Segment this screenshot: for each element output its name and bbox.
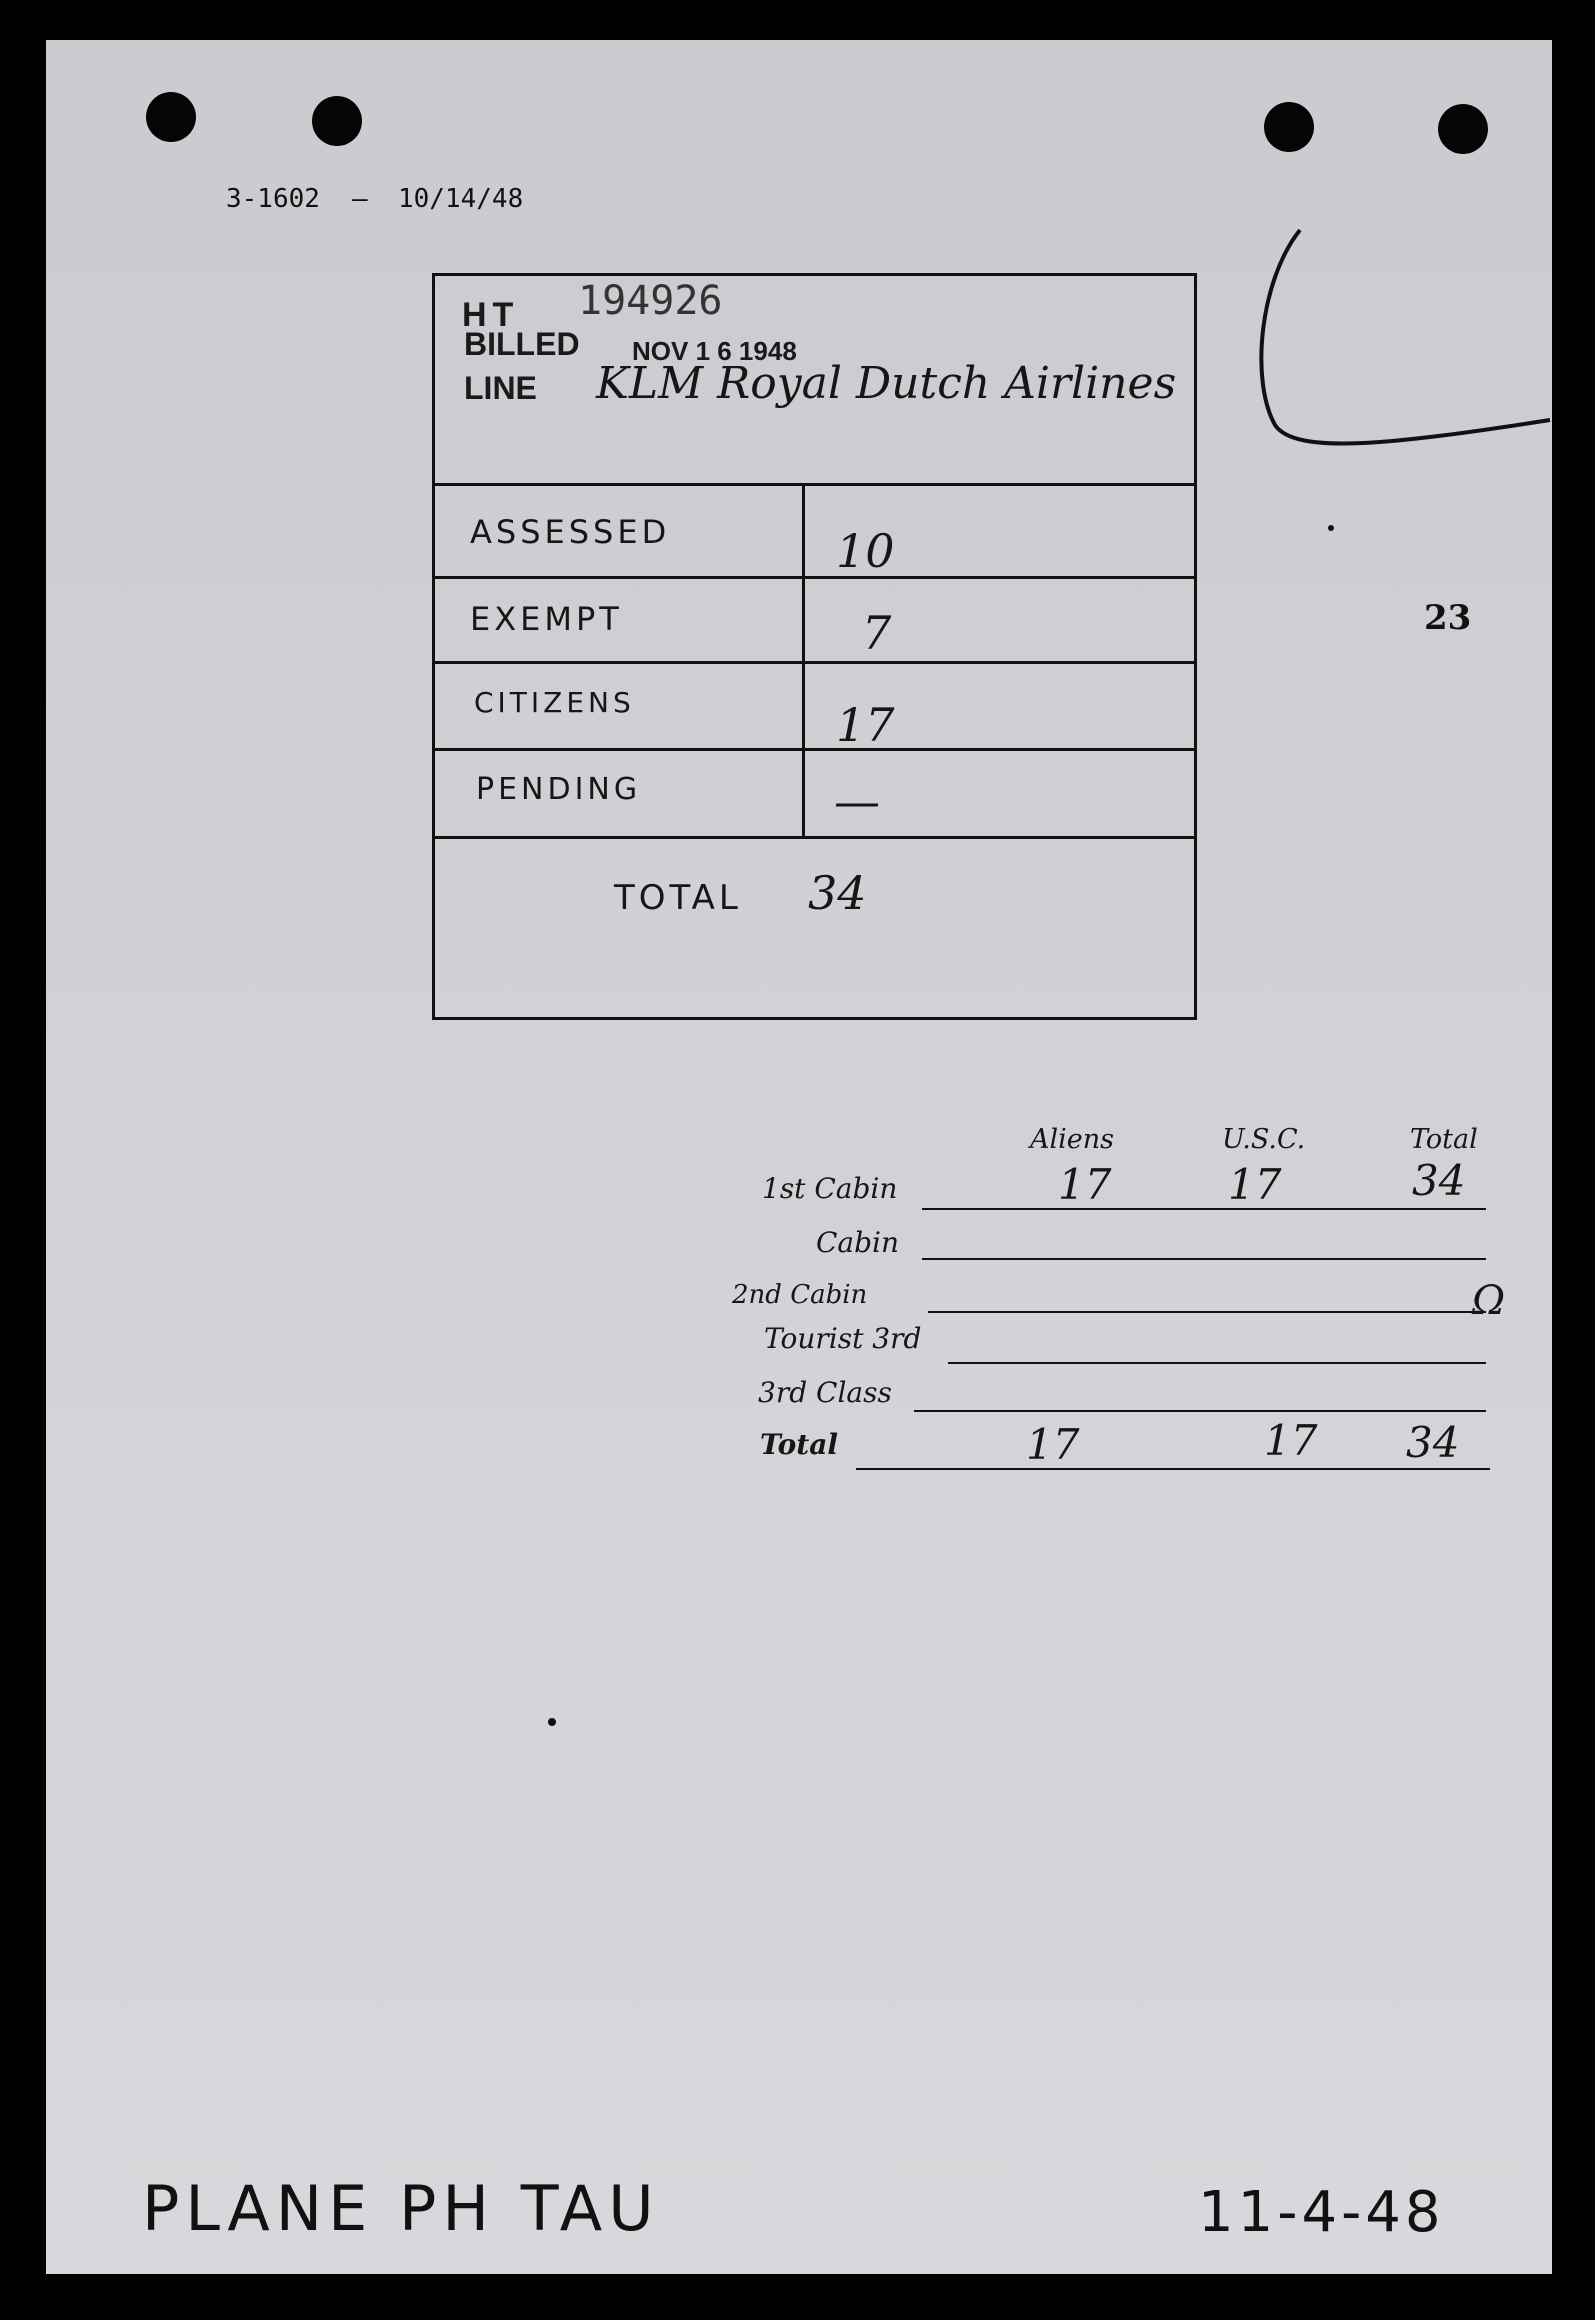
row-label-assessed: ASSESSED [470, 513, 671, 551]
billed-label: BILLED [464, 326, 580, 362]
bracket-mark [1240, 220, 1570, 470]
cabin-row-usc: 17 [1228, 1160, 1282, 1209]
file-number: 3-1602 [226, 184, 320, 214]
cabin-total-usc: 17 [1264, 1416, 1318, 1465]
punch-hole [1438, 104, 1488, 154]
cabin-row-label: 3rd Class [758, 1376, 892, 1409]
line-value: KLM Royal Dutch Airlines [596, 358, 1177, 409]
cabin-total-label: Total [760, 1428, 839, 1461]
cabin-row-line [928, 1311, 1486, 1313]
cabin-row-aliens: 17 [1058, 1160, 1112, 1209]
col-head-usc: U.S.C. [1222, 1124, 1306, 1155]
row-label-pending: PENDING [476, 772, 642, 807]
row-label-citizens: CITIZENS [474, 686, 635, 719]
total-value: 34 [808, 866, 867, 920]
divider [432, 836, 1197, 839]
column-divider [802, 483, 805, 836]
page-number: 23 [1424, 598, 1472, 638]
col-head-total: Total [1410, 1124, 1478, 1155]
row-label-exempt: EXEMPT [470, 600, 623, 638]
line-label: LINE [464, 370, 537, 406]
plane-note: PLANE PH TAU [142, 2172, 660, 2245]
speck [1328, 525, 1334, 531]
row-value-exempt: 7 [862, 606, 892, 660]
cabin-row-label: Cabin [816, 1226, 900, 1259]
cabin-total-aliens: 17 [1026, 1420, 1080, 1469]
cabin-row-line [914, 1410, 1486, 1412]
divider [432, 483, 1197, 486]
header-date: 10/14/48 [398, 184, 524, 214]
billed-date: NOV 1 6 1948 [632, 336, 797, 366]
punch-hole [146, 92, 196, 142]
divider [432, 576, 1197, 579]
cabin-row-line [922, 1258, 1486, 1260]
divider [432, 748, 1197, 751]
punch-hole [312, 96, 362, 146]
cabin-row-line [922, 1208, 1486, 1210]
col-head-aliens: Aliens [1030, 1124, 1114, 1155]
cabin-row-total: 34 [1412, 1156, 1466, 1205]
row-value-assessed: 10 [836, 524, 895, 578]
ht-number: 194926 [578, 278, 723, 324]
punch-hole [1264, 102, 1314, 152]
row-value-pending: — [834, 774, 880, 828]
ht-label: HT [462, 296, 520, 334]
cabin-row-label: 1st Cabin [762, 1172, 898, 1205]
cabin-row-label: Tourist 3rd [764, 1322, 922, 1355]
speck [548, 1718, 556, 1726]
header-dash: — [352, 184, 368, 214]
footer-date: 11-4-48 [1198, 2180, 1445, 2245]
row-value-citizens: 17 [836, 698, 895, 752]
cabin-row-line [948, 1362, 1486, 1364]
cabin-total-total: 34 [1406, 1418, 1460, 1467]
divider [432, 661, 1197, 664]
cabin-row-label: 2nd Cabin [732, 1280, 868, 1310]
total-label: TOTAL [614, 878, 742, 918]
cabin-row-total: Ω [1472, 1278, 1506, 1324]
cabin-row-line [856, 1468, 1490, 1470]
